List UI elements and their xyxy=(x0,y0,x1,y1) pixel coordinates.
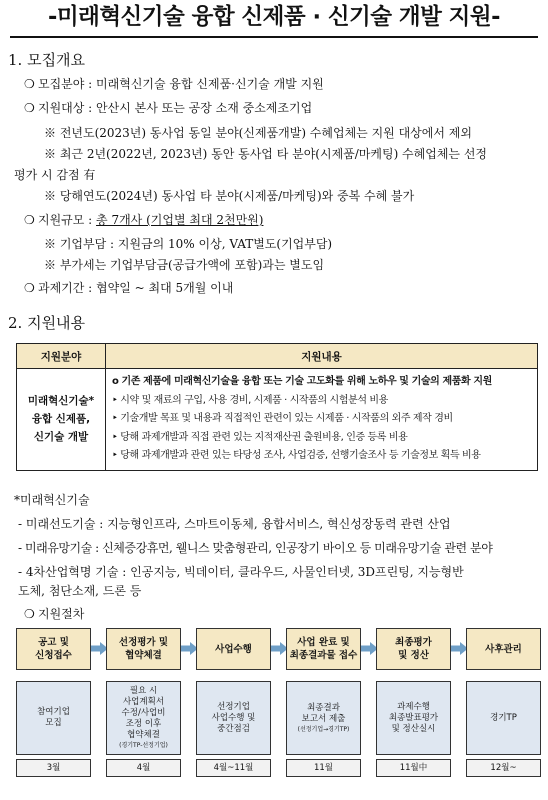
list-item: ‣ 당해 과제개발과 직접 관련 있는 지적재산권 출원비용, 인증 등록 비용 xyxy=(112,431,408,443)
support-table xyxy=(16,343,538,471)
stage-title: 최종평가 및 정산 xyxy=(376,628,451,670)
procedure-heading: ❍ 지원절차 xyxy=(24,607,85,621)
note-line: ※ 최근 2년(2022년, 2023년) 동안 동사업 타 분야(시제품/마케팅) 수혜업체는 선정 xyxy=(44,147,488,161)
table-header: 지원분야 xyxy=(17,344,106,369)
procedure-flow xyxy=(16,628,538,778)
list-item: ‣ 시약 및 재료의 구입, 사용 경비, 시제품 · 시작품의 시험분석 비용 xyxy=(112,394,388,406)
circle-bullet-icon: ❍ xyxy=(24,607,35,621)
stage-month: 12월~ xyxy=(466,759,541,777)
stage-title: 사업 완료 및 최종결과물 접수 xyxy=(286,628,361,670)
stage-description: 최종결과 보고서 제출 (선정기업→경기TP) xyxy=(286,681,361,755)
table-header: 지원내용 xyxy=(106,344,538,369)
scale-note: ※ 기업부담 : 지원금의 10% 이상, VAT별도(기업부담) xyxy=(44,237,333,251)
section-1-heading: 1. 모집개요 xyxy=(8,51,86,69)
period-line: ❍ 과제기간 : 협약일 ~ 최대 5개월 이내 xyxy=(24,281,234,295)
scale-note: ※ 부가세는 기업부담금(공급가액에 포함)과는 별도임 xyxy=(44,258,325,272)
stage-description: 선정기업 사업수행 및 중간점검 xyxy=(196,681,271,755)
footnote-line: - 미래유망기술 : 신체증강휴먼, 웰니스 맞춤형관리, 인공장기 바이오 등 미래유망기술 관련 분야 xyxy=(18,541,493,555)
stage-month: 11월中 xyxy=(376,759,451,777)
footnote-line: - 4차산업혁명 기술 : 인공지능, 빅데이터, 클라우드, 사물인터넷, 3D프린팅, 지능형반 xyxy=(18,565,464,579)
title-underline xyxy=(10,36,538,38)
footnote-line: - 미래선도기술 : 지능형인프라, 스마트이동체, 융합서비스, 혁신성장동력 관련 산업 xyxy=(18,517,451,531)
stage-title: 사후관리 xyxy=(466,628,541,670)
note-line: 평가 시 감점 有 xyxy=(14,168,96,182)
circle-bullet-icon: ❍ xyxy=(24,77,35,91)
circle-bullet-icon: ❍ xyxy=(24,281,35,295)
scale-line: ❍ 지원규모 : 총 7개사 (기업별 최대 2천만원) xyxy=(24,213,264,227)
stage-month: 3월 xyxy=(16,759,91,777)
note-line: ※ 전년도(2023년) 동사업 동일 분야(신제품개발) 수혜업체는 지원 대상에서 제외 xyxy=(44,126,472,140)
footnote-line: 도체, 첨단소재, 드론 등 xyxy=(18,584,142,598)
row-body xyxy=(106,369,538,471)
stage-title: 공고 및 신청접수 xyxy=(16,628,91,670)
circle-bullet-icon: ❍ xyxy=(24,101,35,115)
note-line: ※ 당해연도(2024년) 동사업 타 분야(시제품/마케팅)와 중복 수혜 불가 xyxy=(44,189,415,203)
page-title: -미래혁신기술 융합 신제품 · 신기술 개발 지원- xyxy=(48,4,500,30)
list-item: ‣ 기술개발 목표 및 내용과 직접적인 관련이 있는 시제품 · 시작품의 외주 제작 경비 xyxy=(112,413,453,425)
footnote-title: *미래혁신기술 xyxy=(14,493,90,507)
stage-month: 4월~11월 xyxy=(196,759,271,777)
scale-value: 총 7개사 (기업별 최대 2천만원) xyxy=(96,213,264,227)
stage-description: 과제수행 최종발표평가 및 정산실시 xyxy=(376,681,451,755)
list-item: ‣ 당해 과제개발과 관련 있는 타당성 조사, 사업검증, 선행기술조사 등 기술정보 획득 비용 xyxy=(112,450,481,462)
target-line: ❍ 지원대상 : 안산시 본사 또는 공장 소재 중소제조기업 xyxy=(24,101,313,115)
stage-month: 4월 xyxy=(106,759,181,777)
stage-description: 경기TP xyxy=(466,681,541,755)
section-2-heading: 2. 지원내용 xyxy=(8,314,86,332)
stage-description: 참여기업 모집 xyxy=(16,681,91,755)
circle-bullet-icon: ❍ xyxy=(24,213,35,227)
stage-month: 11월 xyxy=(286,759,361,777)
stage-title: 선정평가 및 협약체결 xyxy=(106,628,181,670)
stage-description: 필요 시 사업계획서 수정/사업비 조정 이후 협약체결 (경기TP-선정기업) xyxy=(106,681,181,755)
lead-item: o 기존 제품에 미래혁신기술을 융합 또는 기술 고도화를 위해 노하우 및 기술의 제품화 지원 xyxy=(112,376,492,387)
field-line: ❍ 모집분야 : 미래혁신기술 융합 신제품·신기술 개발 지원 xyxy=(24,77,324,91)
stage-title: 사업수행 xyxy=(196,628,271,670)
row-head: 미래혁신기술* 융합 신제품, 신기술 개발 xyxy=(17,369,106,471)
